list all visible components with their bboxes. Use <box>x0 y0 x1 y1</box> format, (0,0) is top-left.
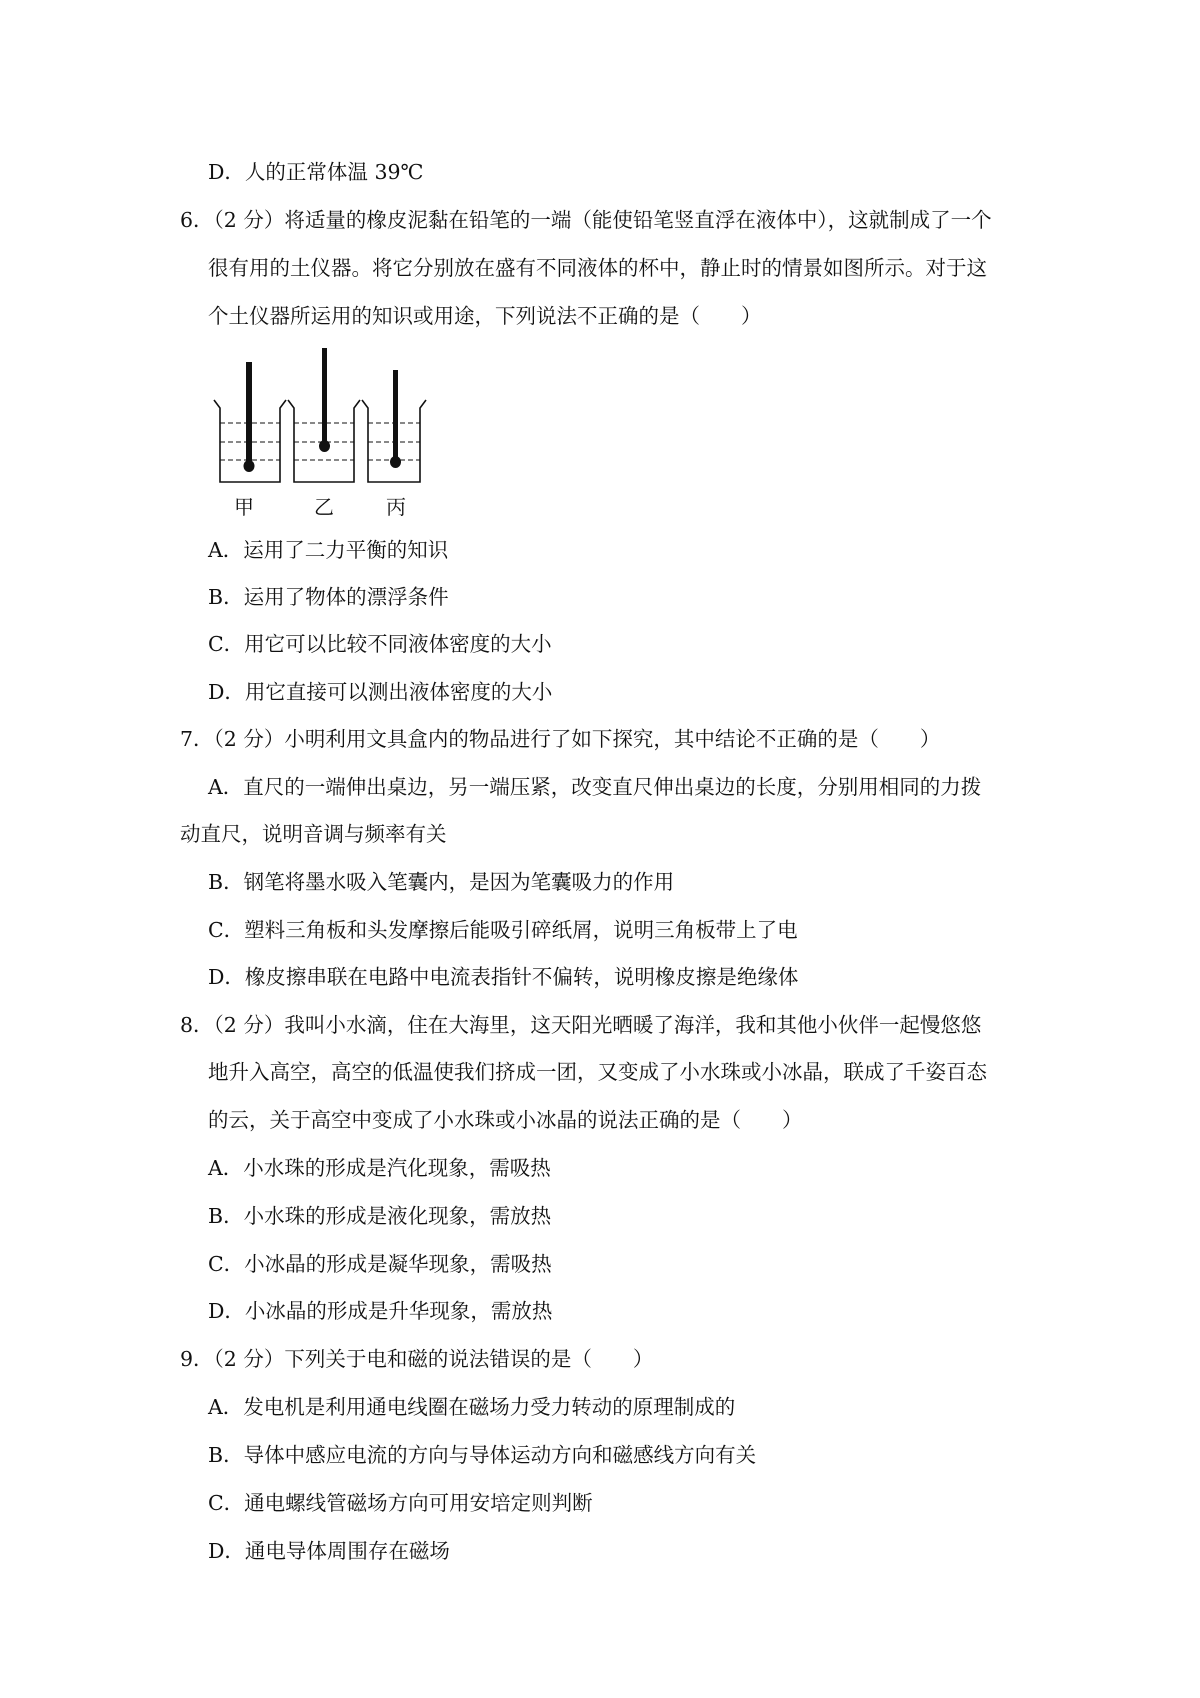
pencil-bing <box>393 370 398 462</box>
q7-option-c: C．塑料三角板和头发摩擦后能吸引碎纸屑，说明三角板带上了电 <box>208 918 798 942</box>
q8-option-c: C．小冰晶的形成是凝华现象，需吸热 <box>208 1252 552 1276</box>
q7-option-b: B．钢笔将墨水吸入笔囊内，是因为笔囊吸力的作用 <box>208 870 675 894</box>
q5-option-d: D．人的正常体温 39℃ <box>208 160 424 184</box>
q8-option-d: D．小冰晶的形成是升华现象，需放热 <box>208 1299 553 1323</box>
q9-option-d: D．通电导体周围存在磁场 <box>208 1539 450 1563</box>
q8-option-b: B．小水珠的形成是液化现象，需放热 <box>208 1204 552 1228</box>
q9-option-c: C．通电螺线管磁场方向可用安培定则判断 <box>208 1491 593 1515</box>
q7-stem: 7．（2 分）小明利用文具盒内的物品进行了如下探究，其中结论不正确的是（ ） <box>180 727 941 751</box>
q9-option-a: A．发电机是利用通电线圈在磁场力受力转动的原理制成的 <box>208 1395 736 1419</box>
q6-option-a: A．运用了二力平衡的知识 <box>208 538 449 562</box>
q9-option-b: B．导体中感应电流的方向与导体运动方向和磁感线方向有关 <box>208 1443 757 1467</box>
figure-label-bing: 丙 <box>386 495 406 519</box>
q8-stem-line-3: 的云，关于高空中变成了小水珠或小冰晶的说法正确的是（ ） <box>208 1108 803 1132</box>
q8-option-a: A．小水珠的形成是汽化现象，需吸热 <box>208 1156 551 1180</box>
beaker-figure <box>208 348 428 520</box>
q8-stem-line-2: 地升入高空，高空的低温使我们挤成一团，又变成了小水珠或小冰晶，联成了千姿百态 <box>208 1060 987 1084</box>
q8-stem-line-1: 8．（2 分）我叫小水滴，住在大海里，这天阳光晒暖了海洋，我和其他小伙伴一起慢悠悠 <box>180 1013 982 1037</box>
pencil-jia <box>246 362 252 466</box>
q6-option-b: B．运用了物体的漂浮条件 <box>208 585 449 609</box>
beakers-diagram <box>208 348 428 488</box>
q7-option-d: D．橡皮擦串联在电路中电流表指针不偏转，说明橡皮擦是绝缘体 <box>208 965 799 989</box>
figure-label-jia: 甲 <box>234 495 254 519</box>
q6-option-d: D．用它直接可以测出液体密度的大小 <box>208 680 553 704</box>
q6-option-c: C．用它可以比较不同液体密度的大小 <box>208 632 552 656</box>
q7-option-a-line-2: 动直尺，说明音调与频率有关 <box>180 822 447 846</box>
q6-stem-line-3: 个土仪器所运用的知识或用途，下列说法不正确的是（ ） <box>208 304 762 328</box>
pencil-yi <box>322 348 327 446</box>
q9-stem: 9．（2 分）下列关于电和磁的说法错误的是（ ） <box>180 1347 654 1371</box>
q6-stem-line-1: 6．（2 分）将适量的橡皮泥黏在铅笔的一端（能使铅笔竖直浮在液体中），这就制成了一个 <box>180 208 992 232</box>
q6-stem-line-2: 很有用的土仪器。将它分别放在盛有不同液体的杯中，静止时的情景如图所示。对于这 <box>208 256 987 280</box>
figure-label-yi: 乙 <box>314 495 334 519</box>
q7-option-a-line-1: A．直尺的一端伸出桌边，另一端压紧，改变直尺伸出桌边的长度，分别用相同的力拨 <box>208 775 982 799</box>
